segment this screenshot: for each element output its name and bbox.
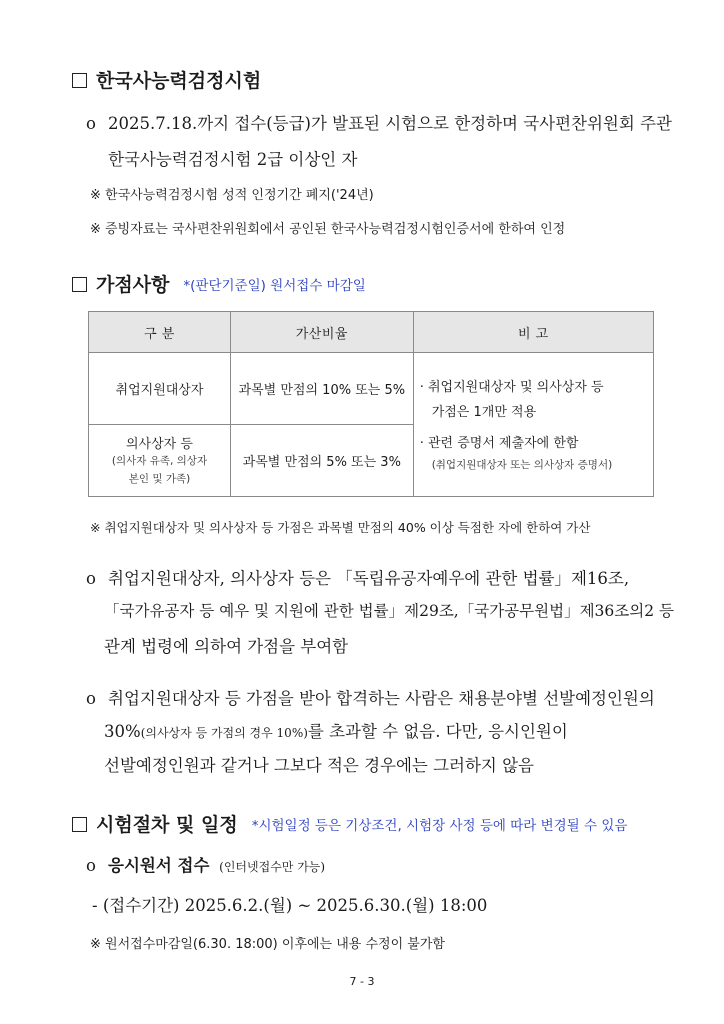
- circle-bullet: o: [86, 114, 96, 133]
- square-bullet-icon: [72, 277, 87, 292]
- bonus-para2-line1: o 취업지원대상자 등 가점을 받아 합격하는 사람은 채용분야별 선발예정인원의: [86, 689, 655, 708]
- section-note: *시험일정 등은 기상조건, 시험장 사정 등에 따라 변경될 수 있음: [251, 818, 628, 834]
- circle-bullet: o: [86, 569, 96, 588]
- bonus-para2-line3: 선발예정인원과 같거나 그보다 적은 경우에는 그러하지 않음: [104, 756, 534, 775]
- table-header: 가산비율: [230, 312, 413, 353]
- square-bullet-icon: [72, 817, 87, 832]
- bonus-para2-line2: 30%(의사상자 등 가점의 경우 10%)를 초과할 수 없음. 다만, 응시인원이: [104, 722, 568, 741]
- exam-note-1: ※ 한국사능력검정시험 성적 인정기간 폐지('24년): [90, 188, 374, 203]
- section-title: 한국사능력검정시험: [96, 70, 262, 92]
- schedule-period: - (접수기간) 2025.6.2.(월) ~ 2025.6.30.(월) 18:00: [92, 896, 488, 915]
- exam-para-line2: 한국사능력검정시험 2급 이상인 자: [108, 150, 358, 169]
- section-title: 시험절차 및 일정: [96, 814, 238, 836]
- table-header: 구 분: [89, 312, 231, 353]
- table-note: ※ 취업지원대상자 및 의사상자 등 가점은 과목별 만점의 40% 이상 득점한 자에 한하여 가산: [90, 520, 591, 535]
- section-heading-schedule: [72, 810, 627, 837]
- table-header-row: [89, 312, 654, 353]
- bonus-para1-line2: 「국가유공자 등 예우 및 지원에 관한 법률」제29조,「국가공무원법」제36조의2 등: [104, 602, 674, 620]
- bonus-table: [88, 311, 654, 497]
- table-cell-category: 의사상자 등 (의사자 유족, 의상자 본인 및 가족): [89, 425, 231, 497]
- table-cell-rate: 과목별 만점의 10% 또는 5%: [230, 353, 413, 425]
- exam-para-line1: o 2025.7.18.까지 접수(등급)가 발표된 시험으로 한정하며 국사편찬위원회 주관: [86, 114, 672, 133]
- page-number: 7 - 3: [349, 975, 375, 988]
- table-cell-category: 취업지원대상자: [89, 353, 231, 425]
- circle-bullet: o: [86, 856, 96, 875]
- schedule-period-note: ※ 원서접수마감일(6.30. 18:00) 이후에는 내용 수정이 불가함: [90, 937, 445, 952]
- square-bullet-icon: [72, 73, 87, 88]
- table-cell-remark: · 취업지원대상자 및 의사상자 등 가점은 1개만 적용 · 관련 증명서 제출자에 한함 (취업지원대상자 또는 의사상자 증명서): [413, 353, 653, 497]
- circle-bullet: o: [86, 689, 96, 708]
- bonus-para1-line1: o 취업지원대상자, 의사상자 등은 「독립유공자예우에 관한 법률」제16조,: [86, 569, 630, 588]
- exam-note-2: ※ 증빙자료는 국사편찬위원회에서 공인된 한국사능력검정시험인증서에 한하여 인정: [90, 222, 566, 237]
- table-header: 비 고: [413, 312, 653, 353]
- section-note: *(판단기준일) 원서접수 마감일: [183, 278, 366, 294]
- table-cell-rate: 과목별 만점의 5% 또는 3%: [230, 425, 413, 497]
- bonus-para1-line3: 관계 법령에 의하여 가점을 부여함: [104, 637, 349, 656]
- section-title: 가점사항: [96, 274, 170, 296]
- section-heading-exam: [72, 66, 261, 93]
- section-heading-bonus: [72, 270, 366, 297]
- schedule-item-title: o 응시원서 접수 (인터넷접수만 가능): [86, 856, 326, 875]
- table-row: [89, 353, 654, 425]
